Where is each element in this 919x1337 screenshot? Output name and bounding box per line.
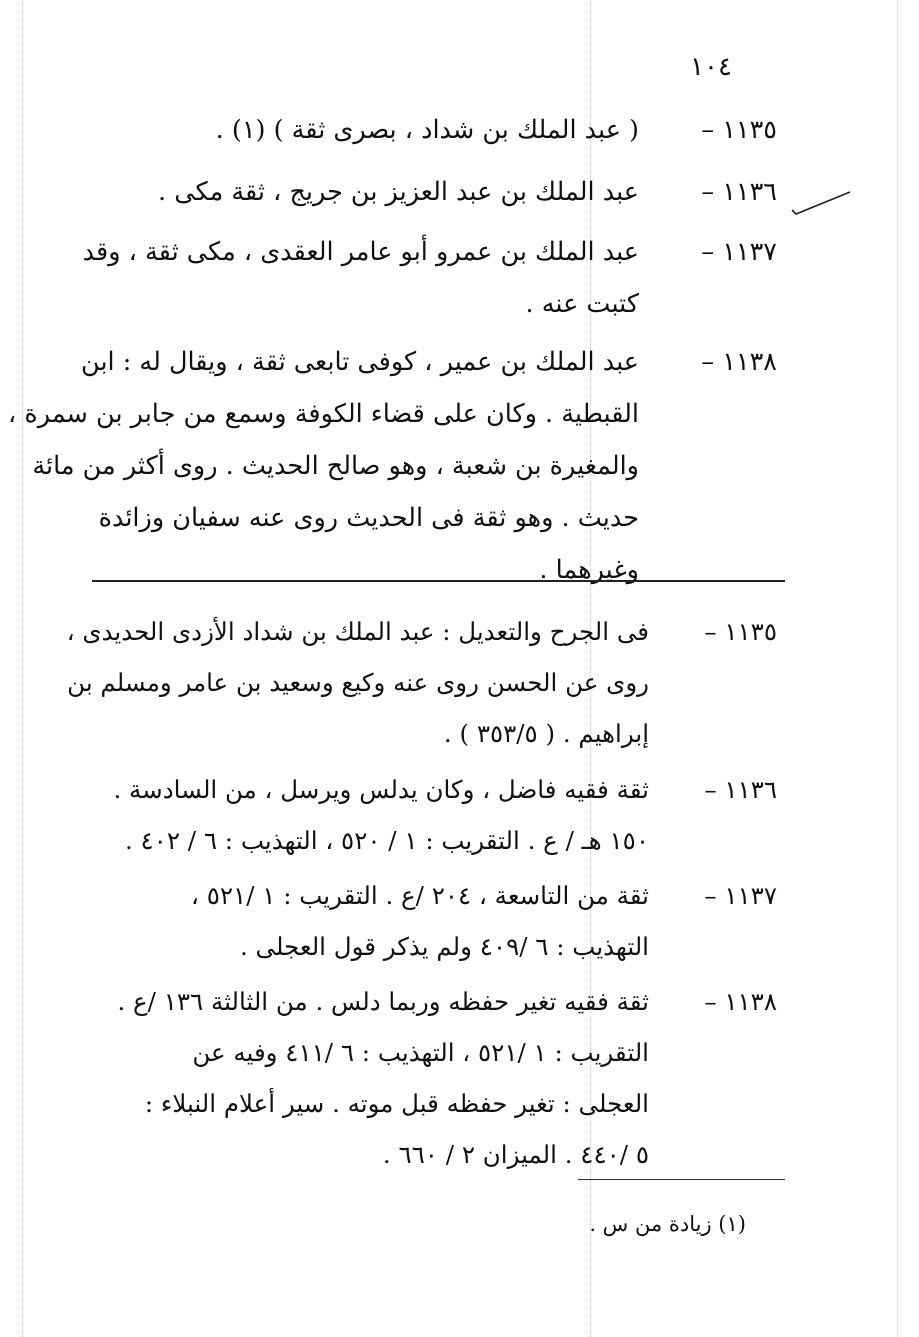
footnote-line: ثقة من التاسعة ، ٢٠٤ /ع . التقريب : ١ /٥٢١ ، bbox=[191, 881, 649, 910]
footnote-text bbox=[69, 870, 649, 972]
margin-note-separator bbox=[578, 1179, 785, 1180]
footnote-line: العجلى : تغير حفظه قبل موته . سير أعلام النبلاء : bbox=[144, 1089, 649, 1118]
entry-number: ١١٣٥ – bbox=[701, 115, 777, 145]
footnote-line: ثقة فقيه تغير حفظه وربما دلس . من الثالثة ١٣٦ /ع . bbox=[117, 987, 649, 1016]
entry-line: القبطية . وكان على قضاء الكوفة وسمع من جابر بن سمرة ، bbox=[8, 399, 639, 429]
footnote-text bbox=[69, 764, 649, 866]
footnote-line: التقريب : ١ /٥٢١ ، التهذيب : ٦ /٤١١ وفيه عن bbox=[192, 1038, 649, 1067]
page-number: ١٠٤ bbox=[690, 52, 732, 82]
footnote-line: إبراهيم . ( ٣٥٣/٥ ) . bbox=[443, 719, 649, 748]
entry-line: وغيرهما . bbox=[539, 555, 639, 585]
entry-text bbox=[69, 104, 639, 156]
entry-line: عبد الملك بن عمرو أبو عامر العقدى ، مكى ثقة ، وقد bbox=[82, 237, 639, 267]
footnote-separator bbox=[92, 580, 785, 582]
footnote-line: فى الجرح والتعديل : عبد الملك بن شداد الأزدى الحديدى ، bbox=[66, 617, 649, 646]
scan-guide-right bbox=[897, 0, 898, 1337]
entry-number: ١١٣٦ – bbox=[701, 177, 777, 207]
entry-text bbox=[69, 166, 639, 218]
scan-guide-left bbox=[22, 0, 23, 1337]
footnote-number: ١١٣٨ – bbox=[704, 987, 777, 1016]
footnote-number: ١١٣٥ – bbox=[704, 617, 777, 646]
entry-line: كتبت عنه . bbox=[525, 289, 639, 319]
entry-text bbox=[8, 336, 639, 596]
footnote-line: ٥ /٤٤٠ . الميزان ٢ / ٦٦٠ . bbox=[382, 1140, 649, 1169]
footnote-text bbox=[66, 606, 649, 759]
entry-number: ١١٣٧ – bbox=[701, 237, 777, 267]
footnote-number: ١١٣٦ – bbox=[704, 775, 777, 804]
entry-line: والمغيرة بن شعبة ، وهو صالح الحديث . روى أكثر من مائة bbox=[32, 451, 639, 481]
entry-line: حديث . وهو ثقة فى الحديث روى عنه سفيان وزائدة bbox=[98, 503, 639, 533]
entry-text bbox=[69, 226, 639, 330]
margin-note: (١) زيادة من س . bbox=[589, 1212, 746, 1236]
entry-line: عبد الملك بن عمير ، كوفى تابعى ثقة ، ويقال له : ابن bbox=[81, 347, 639, 377]
footnote-line: التهذيب : ٦ /٤٠٩ ولم يذكر قول العجلى . bbox=[239, 932, 649, 961]
footnote-line: ثقة فقيه فاضل ، وكان يدلس ويرسل ، من السادسة . bbox=[113, 775, 649, 804]
entry-line: عبد الملك بن عبد العزيز بن جريج ، ثقة مكى . bbox=[158, 177, 639, 207]
entry-number: ١١٣٨ – bbox=[701, 347, 777, 377]
footnote-line: روى عن الحسن روى عنه وكيع وسعيد بن عامر ومسلم بن bbox=[67, 668, 649, 697]
footnote-number: ١١٣٧ – bbox=[704, 881, 777, 910]
footnote-text bbox=[69, 976, 649, 1180]
footnote-line: ١٥٠ هـ / ع . التقريب : ١ / ٥٢٠ ، التهذيب : ٦ / ٤٠٢ . bbox=[124, 826, 649, 855]
entry-line: ( عبد الملك بن شداد ، بصرى ثقة ) (١) . bbox=[215, 115, 639, 145]
margin-pen-mark bbox=[790, 190, 852, 216]
